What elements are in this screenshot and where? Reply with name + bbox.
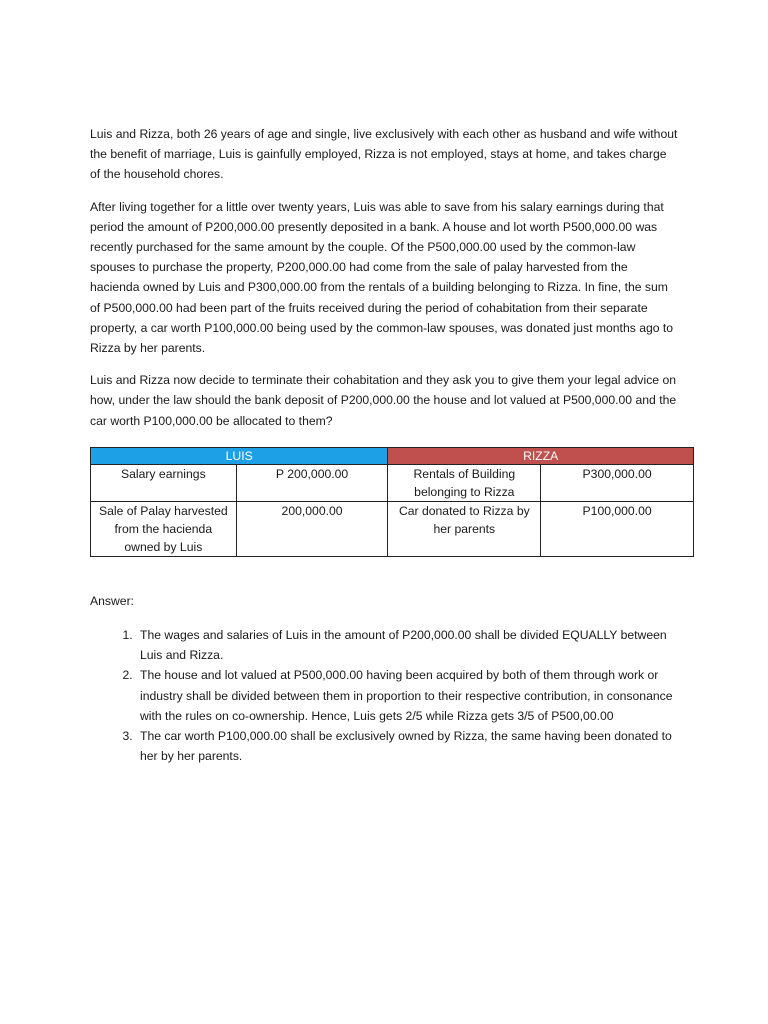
paragraph-intro: Luis and Rizza, both 26 years of age and single, live exclusively with each other as husband and wife without the benefit of marriage, Luis is gainfully employed, Rizza is not employed, stays at home, and takes charge of the household chores. bbox=[90, 127, 678, 182]
luis-item: Salary earnings bbox=[91, 464, 237, 501]
table-row bbox=[91, 501, 694, 556]
answer-label: Answer: bbox=[90, 593, 135, 608]
rizza-amount: P300,000.00 bbox=[541, 464, 694, 501]
document-body bbox=[90, 124, 680, 766]
paragraph-facts: After living together for a little over twenty years, Luis was able to save from his salary earnings during that period the amount of P200,000.00 presently deposited in a bank. A house and lot worth P500,000.00 was recently purchased for the same amount by the couple. Of the P500,000.00 used by the common-law spouses to purchase the property, P200,000.00 had come from the sale of palay harvested from the hacienda owned by Luis and P300,000.00 from the rentals of a building belonging to Rizza. In fine, the sum of P500,000.00 had been part of the fruits received during the period of cohabitation from their separate property, a car worth P100,000.00 being used by the common-law spouses, was donated just months ago to Rizza by her parents. bbox=[90, 199, 674, 356]
answer-list bbox=[90, 625, 680, 766]
luis-amount: P 200,000.00 bbox=[236, 464, 388, 501]
table-header-row bbox=[91, 447, 694, 464]
luis-item: Sale of Palay harvested from the hacienda owned by Luis bbox=[91, 501, 237, 556]
rizza-item: Car donated to Rizza by her parents bbox=[388, 501, 541, 556]
rizza-item: Rentals of Building belonging to Rizza bbox=[388, 464, 541, 501]
allocation-table bbox=[90, 447, 694, 557]
table-row bbox=[91, 464, 694, 501]
list-item: 3. The car worth P100,000.00 shall be exclusively owned by Rizza, the same having been donated to her by her parents. bbox=[136, 726, 680, 766]
paragraph-question: Luis and Rizza now decide to terminate their cohabitation and they ask you to give them your legal advice on how, under the law should the bank deposit of P200,000.00 the house and lot valued at P500,000.00 and the car worth P100,000.00 be allocated to them? bbox=[90, 373, 677, 428]
list-item: 2. The house and lot valued at P500,000.00 having been acquired by both of them through work or industry shall be divided between them in proportion to their respective contribution, in consonance with the rules on co-ownership. Hence, Luis gets 2/5 while Rizza gets 3/5 of P500,00.00 bbox=[136, 665, 680, 726]
rizza-header: RIZZA bbox=[388, 447, 694, 464]
luis-amount: 200,000.00 bbox=[236, 501, 388, 556]
list-item: 1. The wages and salaries of Luis in the amount of P200,000.00 shall be divided EQUALLY between Luis and Rizza. bbox=[136, 625, 680, 665]
luis-header: LUIS bbox=[91, 447, 388, 464]
rizza-amount: P100,000.00 bbox=[541, 501, 694, 556]
